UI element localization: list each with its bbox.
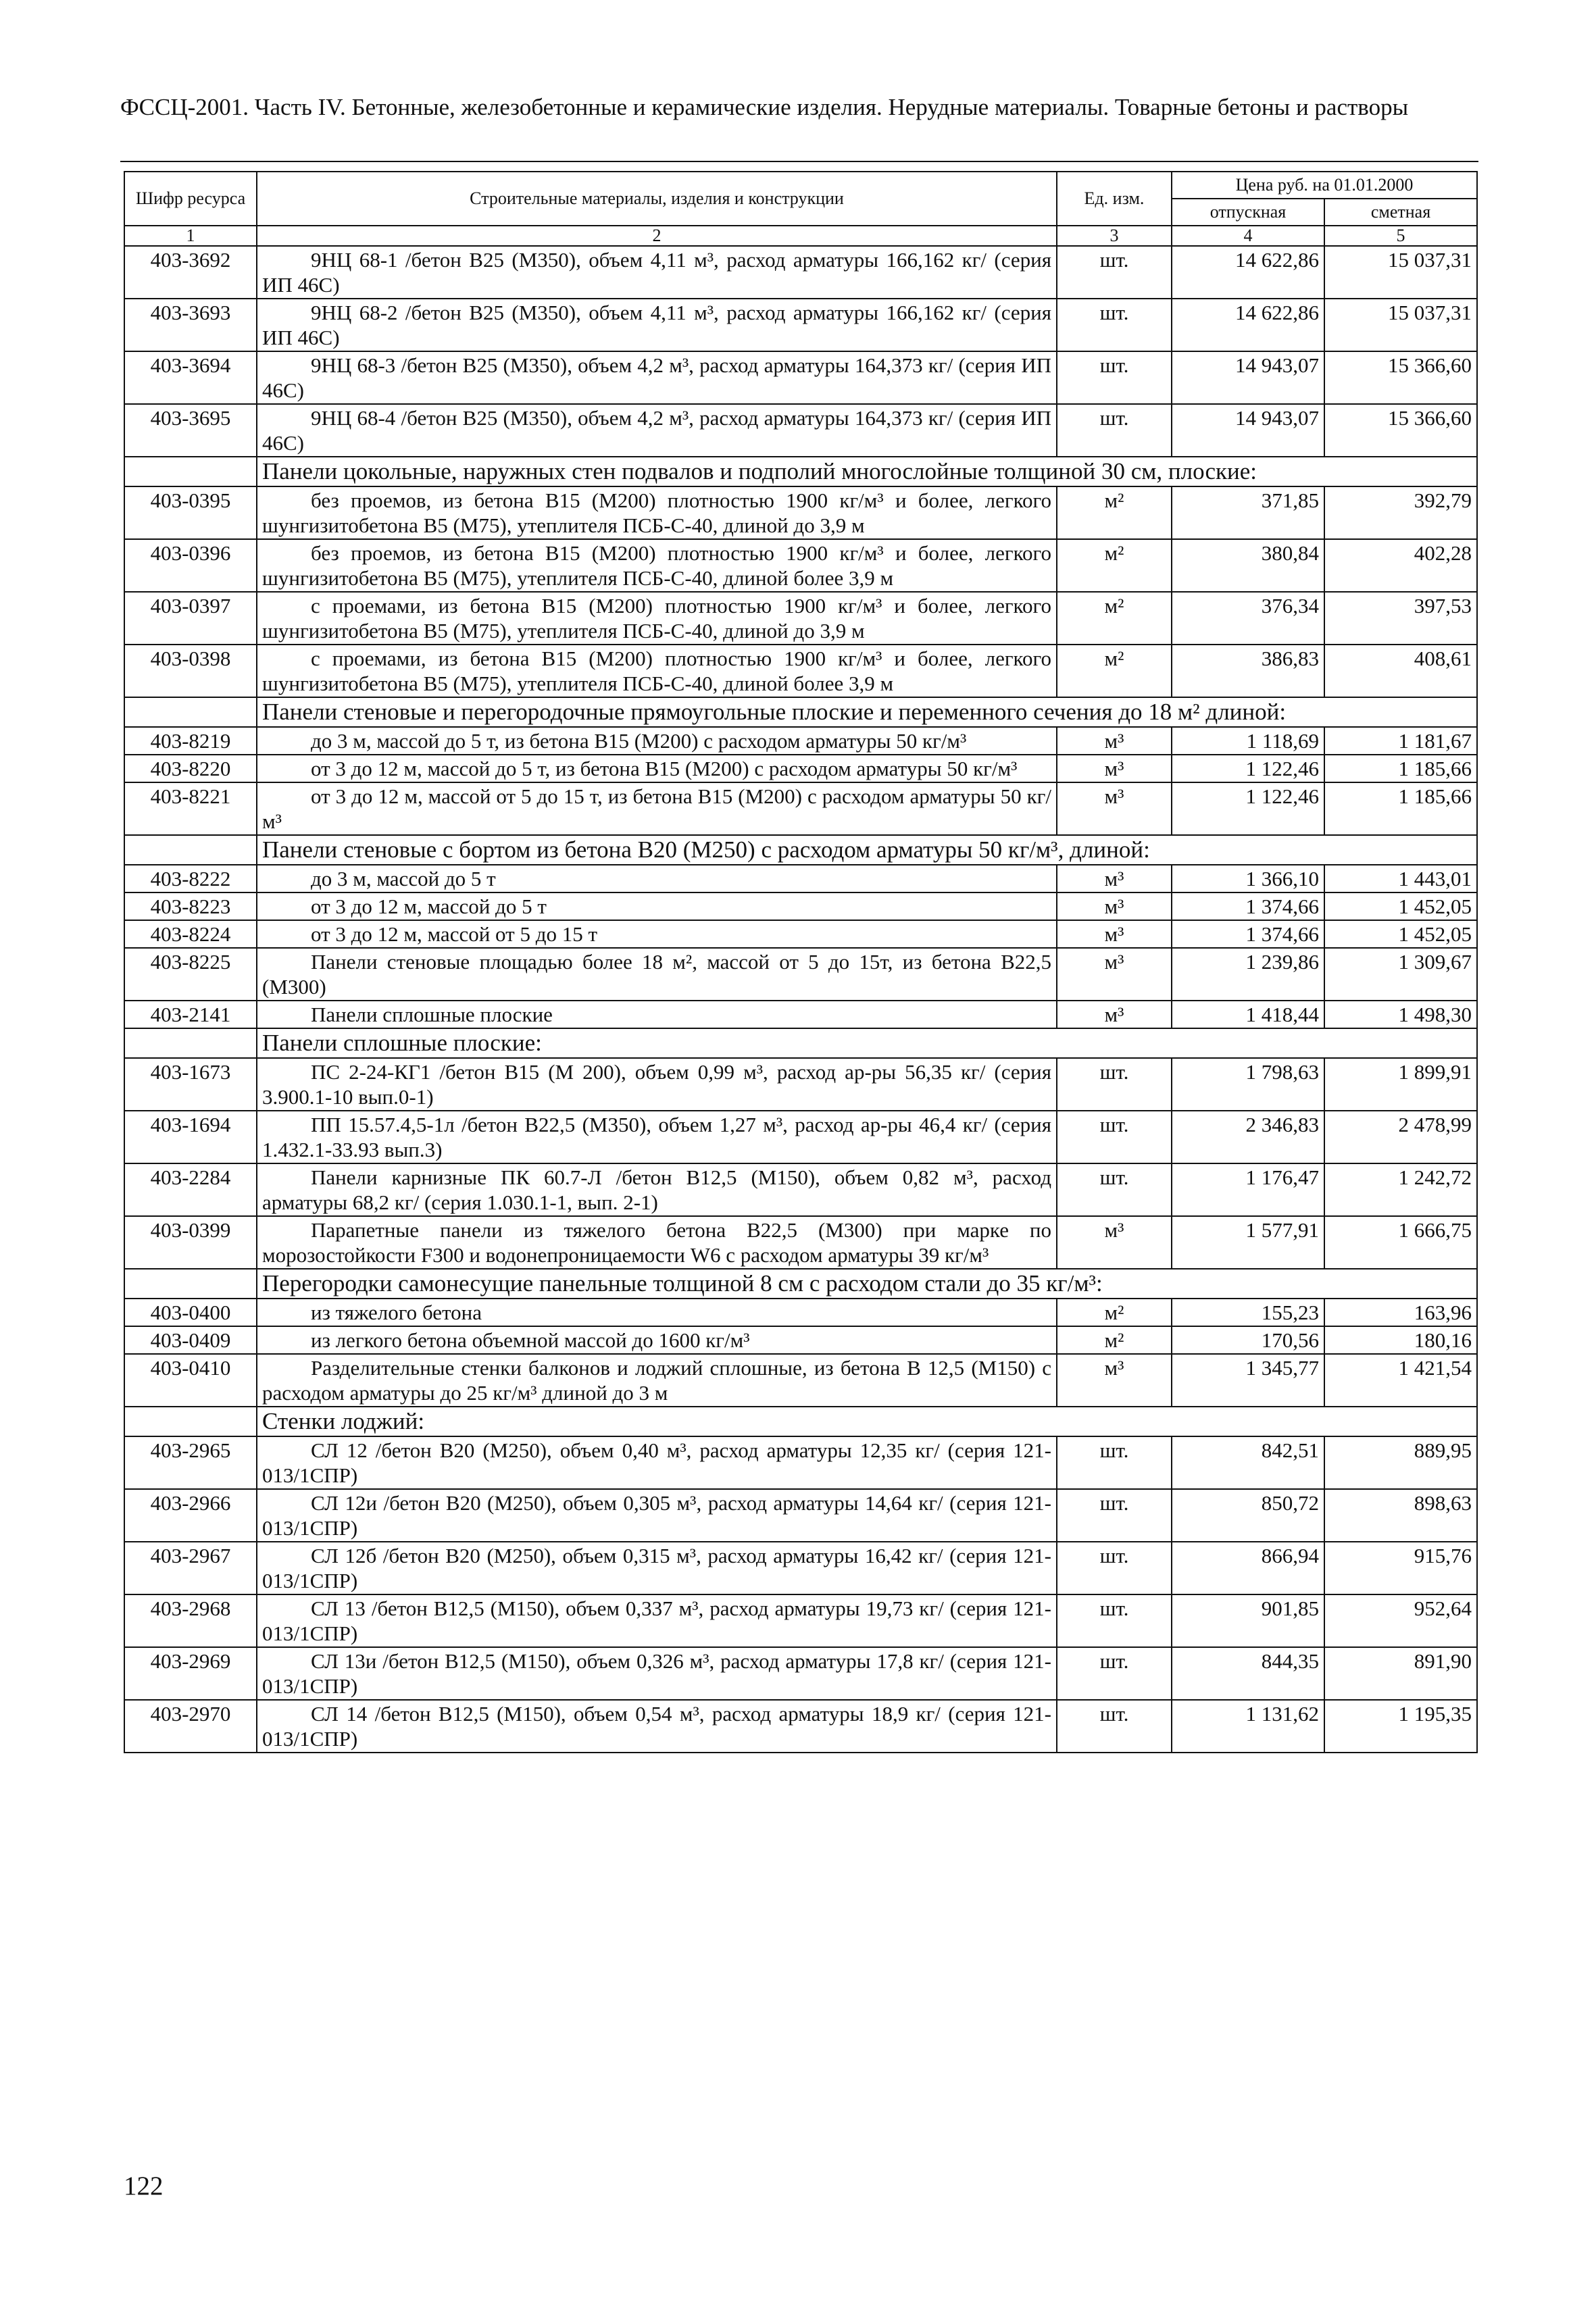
- section-code-cell: [124, 697, 257, 727]
- table-row: [124, 1216, 1477, 1269]
- section-row: [124, 697, 1477, 727]
- resource-code: 403-2967: [124, 1542, 257, 1594]
- resource-code: 403-8219: [124, 727, 257, 755]
- unit-of-measure: шт.: [1057, 1594, 1172, 1647]
- section-code-cell: [124, 835, 257, 865]
- table-row: [124, 1058, 1477, 1111]
- unit-of-measure: м²: [1057, 592, 1172, 645]
- item-description: Разделительные стенки балконов и лоджий сплошные, из бетона В 12,5 (М150) с расходом арматуры до 25 кг/м³ длиной до 3 м: [257, 1354, 1057, 1407]
- unit-of-measure: шт.: [1057, 1058, 1172, 1111]
- table-row: [124, 727, 1477, 755]
- resource-code: 403-1694: [124, 1111, 257, 1163]
- item-description: СЛ 12б /бетон В20 (М250), объем 0,315 м³, расход арматуры 16,42 кг/ (серия 121-013/1СПР): [257, 1542, 1057, 1594]
- item-description: от 3 до 12 м, массой до 5 т, из бетона В15 (М200) с расходом арматуры 50 кг/м³: [257, 755, 1057, 782]
- resource-code: 403-3694: [124, 351, 257, 404]
- table-row: [124, 299, 1477, 351]
- estimate-price: 402,28: [1324, 539, 1477, 592]
- section-row: [124, 1269, 1477, 1299]
- resource-code: 403-3695: [124, 404, 257, 457]
- column-number: 5: [1324, 226, 1477, 246]
- resource-code: 403-0395: [124, 486, 257, 539]
- table-row: [124, 1163, 1477, 1216]
- item-description: 9НЦ 68-1 /бетон В25 (М350), объем 4,11 м³, расход арматуры 166,162 кг/ (серия ИП 46С): [257, 246, 1057, 299]
- table-row: [124, 246, 1477, 299]
- column-number: 2: [257, 226, 1057, 246]
- release-price: 1 374,66: [1172, 920, 1324, 948]
- release-price: 2 346,83: [1172, 1111, 1324, 1163]
- item-description: от 3 до 12 м, массой до 5 т: [257, 892, 1057, 920]
- price-table: [124, 171, 1478, 1753]
- section-row: [124, 457, 1477, 486]
- estimate-price: 1 309,67: [1324, 948, 1477, 1001]
- section-row: [124, 1028, 1477, 1058]
- release-price: 1 577,91: [1172, 1216, 1324, 1269]
- table-row: [124, 645, 1477, 697]
- estimate-price: 1 242,72: [1324, 1163, 1477, 1216]
- release-price: 844,35: [1172, 1647, 1324, 1700]
- item-description: с проемами, из бетона В15 (М200) плотностью 1900 кг/м³ и более, легкого шунгизитобетона В5 (М75), утеплителя ПСБ-С-40, длиной более 3,9 м: [257, 645, 1057, 697]
- release-price: 1 118,69: [1172, 727, 1324, 755]
- unit-of-measure: м²: [1057, 539, 1172, 592]
- table-row: [124, 1001, 1477, 1028]
- table-row: [124, 948, 1477, 1001]
- item-description: Панели сплошные плоские: [257, 1001, 1057, 1028]
- estimate-price: 397,53: [1324, 592, 1477, 645]
- unit-of-measure: шт.: [1057, 1542, 1172, 1594]
- release-price: 1 345,77: [1172, 1354, 1324, 1407]
- release-price: 1 418,44: [1172, 1001, 1324, 1028]
- column-number: 3: [1057, 226, 1172, 246]
- resource-code: 403-2966: [124, 1489, 257, 1542]
- unit-of-measure: м³: [1057, 948, 1172, 1001]
- section-heading: Панели стеновые с бортом из бетона В20 (М250) с расходом арматуры 50 кг/м³, длиной:: [257, 835, 1477, 865]
- estimate-price: 889,95: [1324, 1436, 1477, 1489]
- resource-code: 403-2970: [124, 1700, 257, 1753]
- unit-of-measure: шт.: [1057, 1436, 1172, 1489]
- item-description: 9НЦ 68-2 /бетон В25 (М350), объем 4,11 м³, расход арматуры 166,162 кг/ (серия ИП 46С): [257, 299, 1057, 351]
- unit-of-measure: м³: [1057, 727, 1172, 755]
- resource-code: 403-0399: [124, 1216, 257, 1269]
- item-description: от 3 до 12 м, массой от 5 до 15 т: [257, 920, 1057, 948]
- release-price: 901,85: [1172, 1594, 1324, 1647]
- estimate-price: 392,79: [1324, 486, 1477, 539]
- table-row: [124, 865, 1477, 892]
- item-description: ПП 15.57.4,5-1л /бетон В22,5 (М350), объем 1,27 м³, расход ар-ры 46,4 кг/ (серия 1.432.1-33.93 вып.3): [257, 1111, 1057, 1163]
- estimate-price: 1 443,01: [1324, 865, 1477, 892]
- table-row: [124, 1436, 1477, 1489]
- table-row: [124, 782, 1477, 835]
- item-description: СЛ 12и /бетон В20 (М250), объем 0,305 м³, расход арматуры 14,64 кг/ (серия 121-013/1СПР): [257, 1489, 1057, 1542]
- estimate-price: 2 478,99: [1324, 1111, 1477, 1163]
- table-row: [124, 1111, 1477, 1163]
- resource-code: 403-0397: [124, 592, 257, 645]
- header-name: Строительные материалы, изделия и конструкции: [257, 172, 1057, 226]
- release-price: 1 366,10: [1172, 865, 1324, 892]
- resource-code: 403-0400: [124, 1299, 257, 1326]
- header-code: Шифр ресурса: [124, 172, 257, 226]
- unit-of-measure: м²: [1057, 1326, 1172, 1354]
- release-price: 371,85: [1172, 486, 1324, 539]
- column-number: 1: [124, 226, 257, 246]
- release-price: 155,23: [1172, 1299, 1324, 1326]
- unit-of-measure: шт.: [1057, 1163, 1172, 1216]
- release-price: 14 943,07: [1172, 404, 1324, 457]
- release-price: 386,83: [1172, 645, 1324, 697]
- estimate-price: 915,76: [1324, 1542, 1477, 1594]
- estimate-price: 15 037,31: [1324, 246, 1477, 299]
- table-row: [124, 1354, 1477, 1407]
- table-row: [124, 1326, 1477, 1354]
- document-title: ФССЦ-2001. Часть IV. Бетонные, железобетонные и керамические изделия. Нерудные материалы. Товарные бетоны и растворы: [120, 94, 1409, 120]
- estimate-price: 15 366,60: [1324, 351, 1477, 404]
- table-body: [124, 246, 1477, 1753]
- release-price: 1 131,62: [1172, 1700, 1324, 1753]
- resource-code: 403-8221: [124, 782, 257, 835]
- item-description: СЛ 12 /бетон В20 (М250), объем 0,40 м³, расход арматуры 12,35 кг/ (серия 121-013/1СПР): [257, 1436, 1057, 1489]
- release-price: 842,51: [1172, 1436, 1324, 1489]
- unit-of-measure: м²: [1057, 486, 1172, 539]
- header-price-group: Цена руб. на 01.01.2000: [1172, 172, 1477, 199]
- item-description: до 3 м, массой до 5 т, из бетона В15 (М200) с расходом арматуры 50 кг/м³: [257, 727, 1057, 755]
- resource-code: 403-3692: [124, 246, 257, 299]
- estimate-price: 15 037,31: [1324, 299, 1477, 351]
- estimate-price: 1 666,75: [1324, 1216, 1477, 1269]
- table-row: [124, 755, 1477, 782]
- section-code-cell: [124, 1028, 257, 1058]
- unit-of-measure: шт.: [1057, 299, 1172, 351]
- page-number: 122: [124, 2171, 164, 2200]
- release-price: 850,72: [1172, 1489, 1324, 1542]
- estimate-price: 898,63: [1324, 1489, 1477, 1542]
- resource-code: 403-0409: [124, 1326, 257, 1354]
- estimate-price: 1 421,54: [1324, 1354, 1477, 1407]
- table-row: [124, 892, 1477, 920]
- resource-code: 403-0396: [124, 539, 257, 592]
- resource-code: 403-2968: [124, 1594, 257, 1647]
- unit-of-measure: м³: [1057, 865, 1172, 892]
- unit-of-measure: м³: [1057, 782, 1172, 835]
- item-description: от 3 до 12 м, массой от 5 до 15 т, из бетона В15 (М200) с расходом арматуры 50 кг/м³: [257, 782, 1057, 835]
- section-row: [124, 1407, 1477, 1436]
- section-heading: Панели стеновые и перегородочные прямоугольные плоские и переменного сечения до 18 м² длиной:: [257, 697, 1477, 727]
- unit-of-measure: шт.: [1057, 1647, 1172, 1700]
- item-description: Панели стеновые площадью более 18 м², массой от 5 до 15т, из бетона В22,5 (М300): [257, 948, 1057, 1001]
- resource-code: 403-8220: [124, 755, 257, 782]
- release-price: 14 943,07: [1172, 351, 1324, 404]
- unit-of-measure: шт.: [1057, 1111, 1172, 1163]
- release-price: 1 176,47: [1172, 1163, 1324, 1216]
- resource-code: 403-0410: [124, 1354, 257, 1407]
- unit-of-measure: м³: [1057, 920, 1172, 948]
- item-description: СЛ 13и /бетон В12,5 (М150), объем 0,326 м³, расход арматуры 17,8 кг/ (серия 121-013/1СПР): [257, 1647, 1057, 1700]
- estimate-price: 1 185,66: [1324, 755, 1477, 782]
- release-price: 1 122,46: [1172, 782, 1324, 835]
- unit-of-measure: м³: [1057, 1354, 1172, 1407]
- item-description: ПС 2-24-КГ1 /бетон В15 (М 200), объем 0,99 м³, расход ар-ры 56,35 кг/ (серия 3.900.1-10 вып.0-1): [257, 1058, 1057, 1111]
- item-description: до 3 м, массой до 5 т: [257, 865, 1057, 892]
- release-price: 1 374,66: [1172, 892, 1324, 920]
- resource-code: 403-2969: [124, 1647, 257, 1700]
- section-heading: Панели цокольные, наружных стен подвалов и подполий многослойные толщиной 30 см, плоские:: [257, 457, 1477, 486]
- release-price: 14 622,86: [1172, 299, 1324, 351]
- resource-code: 403-8225: [124, 948, 257, 1001]
- section-heading: Стенки лоджий:: [257, 1407, 1477, 1436]
- release-price: 1 798,63: [1172, 1058, 1324, 1111]
- unit-of-measure: м³: [1057, 892, 1172, 920]
- resource-code: 403-0398: [124, 645, 257, 697]
- item-description: Парапетные панели из тяжелого бетона В22,5 (М300) при марке по морозостойкости F300 и водонепроницаемости W6 с расходом арматуры 39 кг/м³: [257, 1216, 1057, 1269]
- table-row: [124, 1594, 1477, 1647]
- table-row: [124, 1647, 1477, 1700]
- item-description: без проемов, из бетона В15 (М200) плотностью 1900 кг/м³ и более, легкого шунгизитобетона В5 (М75), утеплителя ПСБ-С-40, длиной более 3,9 м: [257, 539, 1057, 592]
- table-row: [124, 486, 1477, 539]
- unit-of-measure: м³: [1057, 755, 1172, 782]
- estimate-price: 180,16: [1324, 1326, 1477, 1354]
- unit-of-measure: м³: [1057, 1001, 1172, 1028]
- estimate-price: 1 181,67: [1324, 727, 1477, 755]
- resource-code: 403-8223: [124, 892, 257, 920]
- estimate-price: 408,61: [1324, 645, 1477, 697]
- resource-code: 403-8222: [124, 865, 257, 892]
- table-row: [124, 1489, 1477, 1542]
- section-heading: Перегородки самонесущие панельные толщиной 8 см с расходом стали до 35 кг/м³:: [257, 1269, 1477, 1299]
- section-heading: Панели сплошные плоские:: [257, 1028, 1477, 1058]
- release-price: 380,84: [1172, 539, 1324, 592]
- item-description: без проемов, из бетона В15 (М200) плотностью 1900 кг/м³ и более, легкого шунгизитобетона В5 (М75), утеплителя ПСБ-С-40, длиной до 3,9 м: [257, 486, 1057, 539]
- table-row: [124, 1299, 1477, 1326]
- item-description: 9НЦ 68-3 /бетон В25 (М350), объем 4,2 м³, расход арматуры 164,373 кг/ (серия ИП 46С): [257, 351, 1057, 404]
- estimate-price: 1 452,05: [1324, 892, 1477, 920]
- release-price: 170,56: [1172, 1326, 1324, 1354]
- resource-code: 403-2965: [124, 1436, 257, 1489]
- unit-of-measure: м²: [1057, 645, 1172, 697]
- resource-code: 403-1673: [124, 1058, 257, 1111]
- section-code-cell: [124, 1407, 257, 1436]
- estimate-price: 1 185,66: [1324, 782, 1477, 835]
- item-description: 9НЦ 68-4 /бетон В25 (М350), объем 4,2 м³, расход арматуры 164,373 кг/ (серия ИП 46С): [257, 404, 1057, 457]
- release-price: 1 122,46: [1172, 755, 1324, 782]
- table-row: [124, 404, 1477, 457]
- item-description: СЛ 14 /бетон В12,5 (М150), объем 0,54 м³, расход арматуры 18,9 кг/ (серия 121-013/1СПР): [257, 1700, 1057, 1753]
- section-code-cell: [124, 457, 257, 486]
- estimate-price: 1 195,35: [1324, 1700, 1477, 1753]
- table-row: [124, 1542, 1477, 1594]
- section-row: [124, 835, 1477, 865]
- header-unit: Ед. изм.: [1057, 172, 1172, 226]
- release-price: 1 239,86: [1172, 948, 1324, 1001]
- unit-of-measure: шт.: [1057, 246, 1172, 299]
- item-description: с проемами, из бетона В15 (М200) плотностью 1900 кг/м³ и более, легкого шунгизитобетона В5 (М75), утеплителя ПСБ-С-40, длиной до 3,9 м: [257, 592, 1057, 645]
- header-estimate-price: сметная: [1324, 199, 1477, 226]
- estimate-price: 952,64: [1324, 1594, 1477, 1647]
- release-price: 866,94: [1172, 1542, 1324, 1594]
- item-description: из легкого бетона объемной массой до 1600 кг/м³: [257, 1326, 1057, 1354]
- resource-code: 403-2141: [124, 1001, 257, 1028]
- table-row: [124, 351, 1477, 404]
- release-price: 376,34: [1172, 592, 1324, 645]
- unit-of-measure: шт.: [1057, 1700, 1172, 1753]
- estimate-price: 163,96: [1324, 1299, 1477, 1326]
- table-row: [124, 1700, 1477, 1753]
- release-price: 14 622,86: [1172, 246, 1324, 299]
- resource-code: 403-3693: [124, 299, 257, 351]
- estimate-price: 1 452,05: [1324, 920, 1477, 948]
- estimate-price: 15 366,60: [1324, 404, 1477, 457]
- resource-code: 403-2284: [124, 1163, 257, 1216]
- estimate-price: 1 498,30: [1324, 1001, 1477, 1028]
- item-description: СЛ 13 /бетон В12,5 (М150), объем 0,337 м³, расход арматуры 19,73 кг/ (серия 121-013/1СПР): [257, 1594, 1057, 1647]
- table-row: [124, 592, 1477, 645]
- table-row: [124, 920, 1477, 948]
- resource-code: 403-8224: [124, 920, 257, 948]
- unit-of-measure: шт.: [1057, 404, 1172, 457]
- title-divider: [120, 161, 1478, 162]
- unit-of-measure: м³: [1057, 1216, 1172, 1269]
- item-description: Панели карнизные ПК 60.7-Л /бетон В12,5 (М150), объем 0,82 м³, расход арматуры 68,2 кг/ (серия 1.030.1-1, вып. 2-1): [257, 1163, 1057, 1216]
- table-row: [124, 539, 1477, 592]
- unit-of-measure: шт.: [1057, 1489, 1172, 1542]
- estimate-price: 1 899,91: [1324, 1058, 1477, 1111]
- section-code-cell: [124, 1269, 257, 1299]
- unit-of-measure: шт.: [1057, 351, 1172, 404]
- item-description: из тяжелого бетона: [257, 1299, 1057, 1326]
- column-number: 4: [1172, 226, 1324, 246]
- estimate-price: 891,90: [1324, 1647, 1477, 1700]
- unit-of-measure: м²: [1057, 1299, 1172, 1326]
- header-release-price: отпускная: [1172, 199, 1324, 226]
